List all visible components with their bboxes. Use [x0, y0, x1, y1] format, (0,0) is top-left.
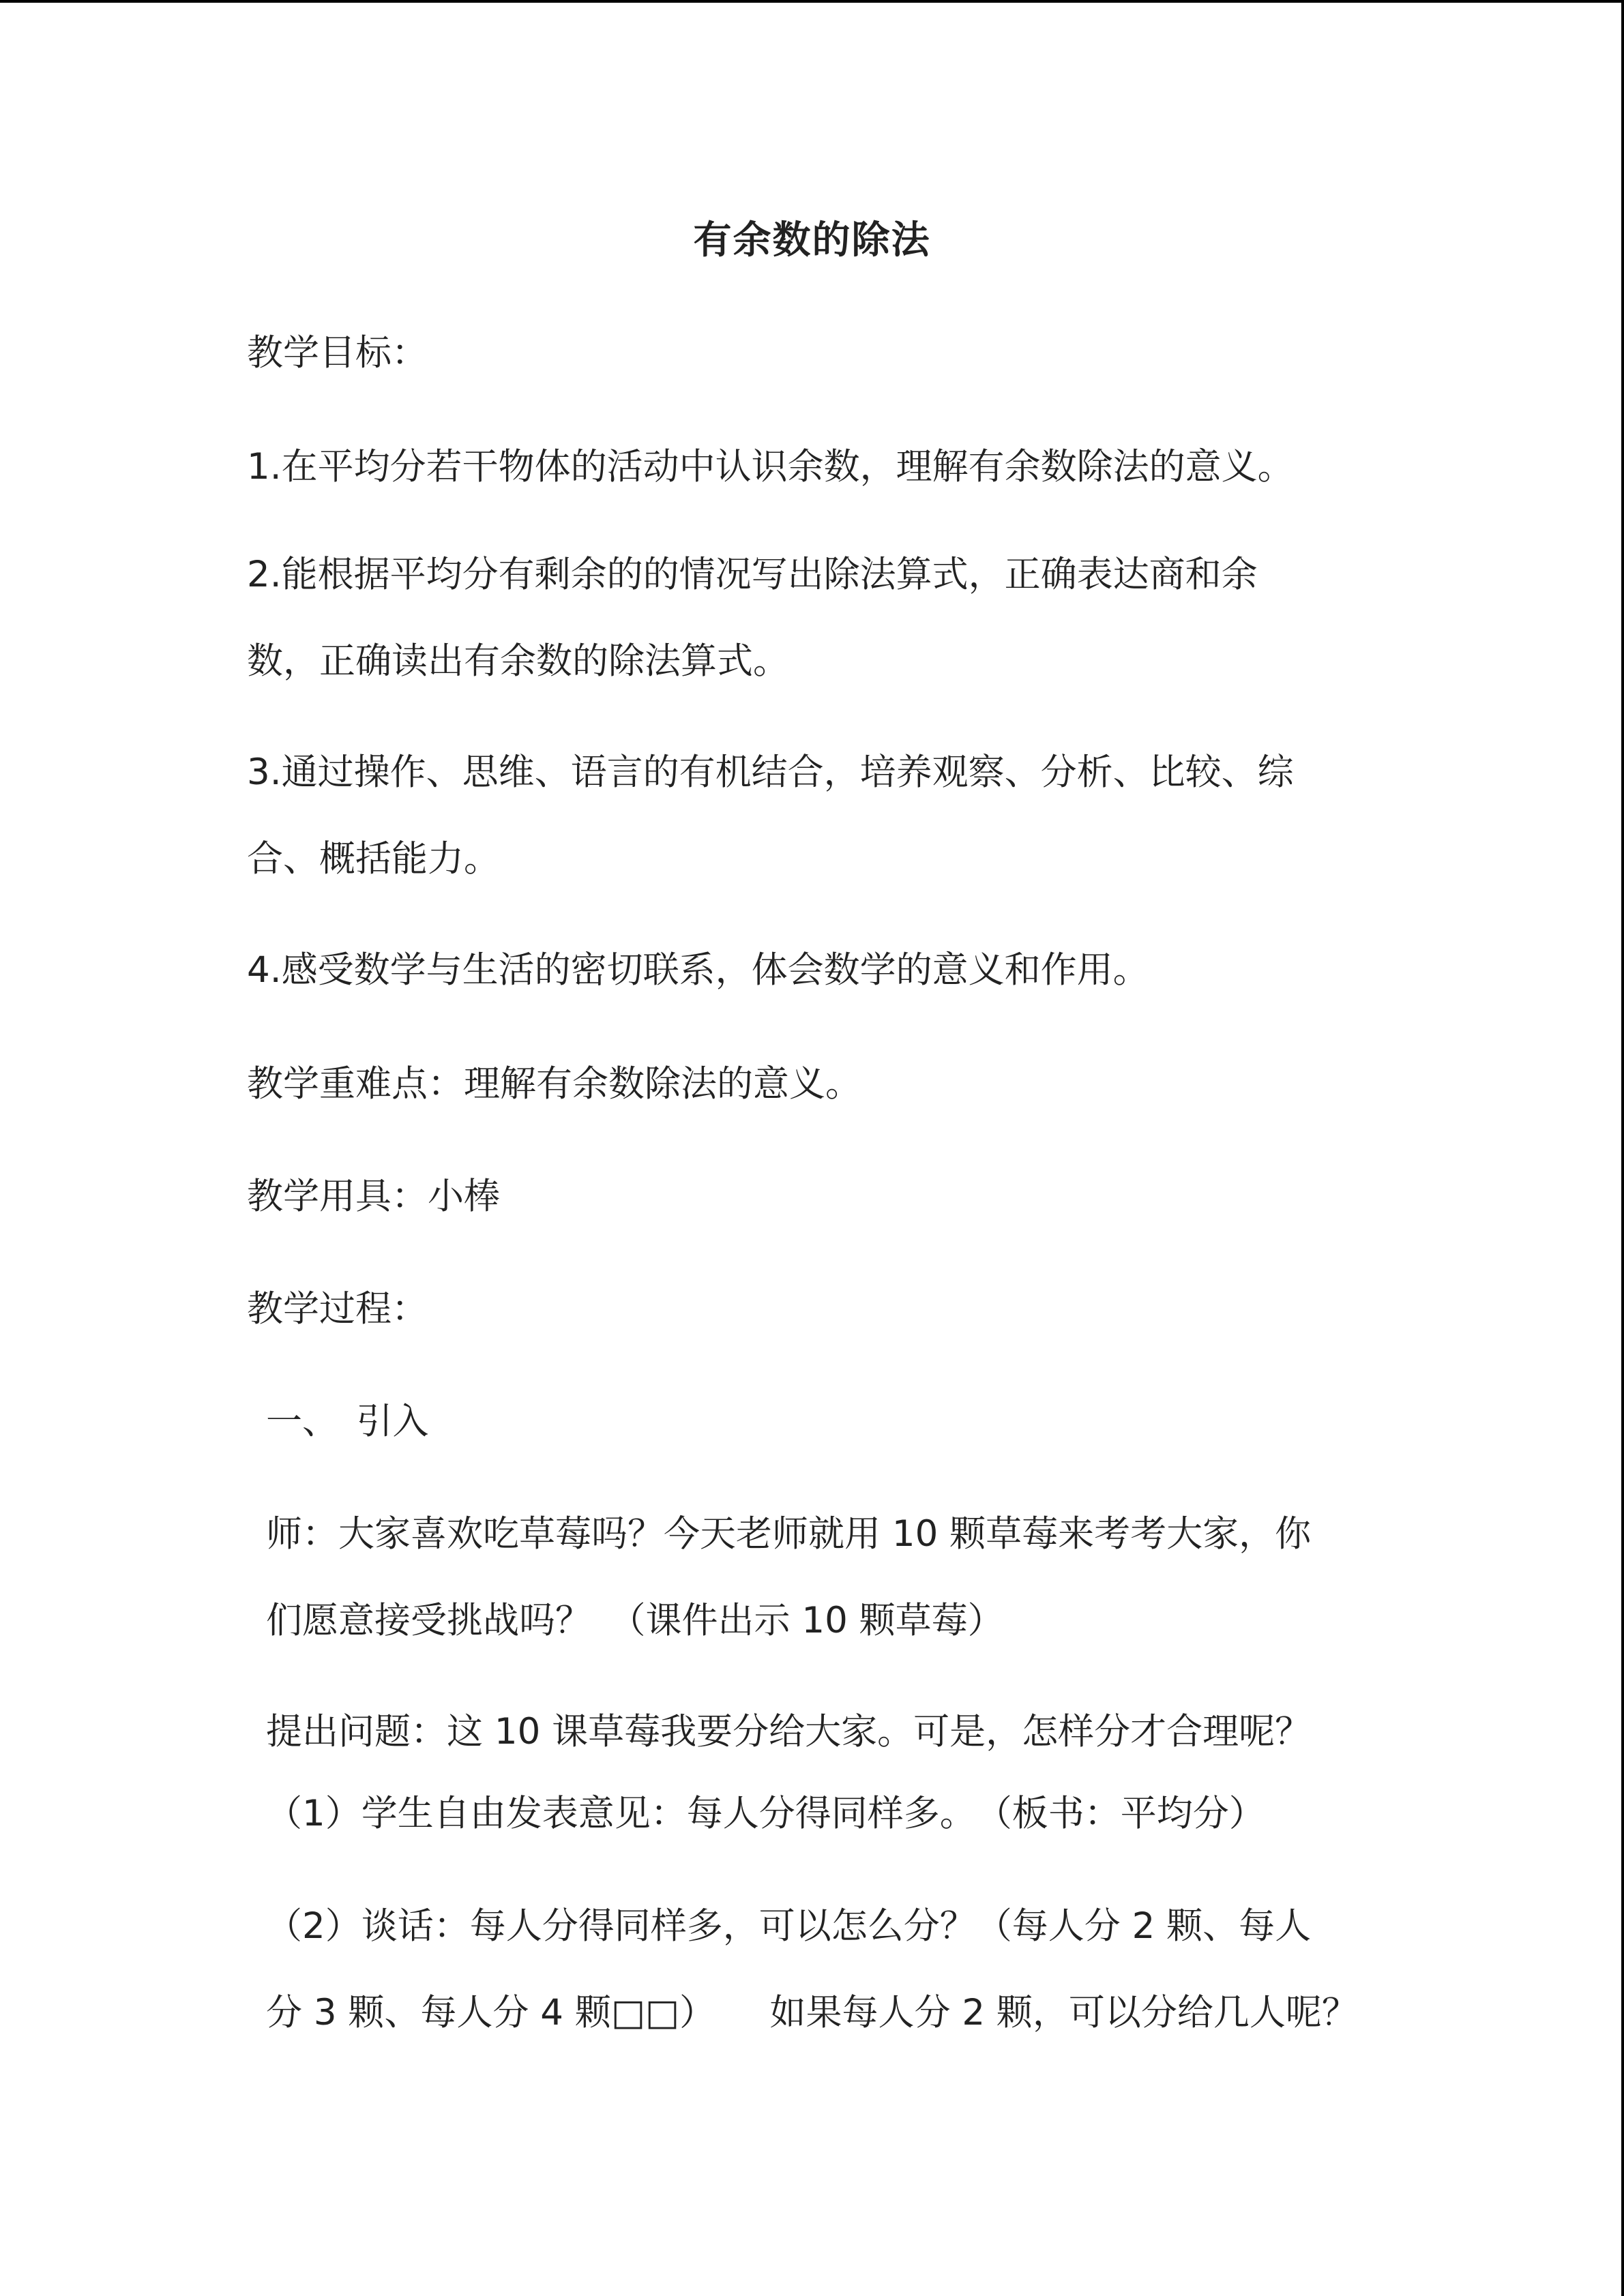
- page-border-top: [0, 0, 1624, 3]
- discussion-line-1: （2）谈话：每人分得同样多，可以怎么分？（每人分 2 颗、每人: [266, 1905, 1312, 1947]
- objective-2-line-2: 数，正确读出有余数的除法算式。: [247, 640, 789, 682]
- teacher-line-1: 师：大家喜欢吃草莓吗？今天老师就用 10 颗草莓来考考大家，你: [266, 1513, 1312, 1555]
- section-heading-process: 教学过程：: [247, 1288, 428, 1330]
- section-heading-objectives: 教学目标：: [247, 332, 428, 374]
- question-line: 提出问题：这 10 课草莓我要分给大家。可是，怎样分才合理呢？: [266, 1711, 1312, 1753]
- objective-1: 1.在平均分若干物体的活动中认识余数，理解有余数除法的意义。: [247, 446, 1294, 488]
- objective-3-line-2: 合、概括能力。: [247, 838, 500, 880]
- objective-2-line-1: 2.能根据平均分有剩余的的情况写出除法算式，正确表达商和余: [247, 554, 1258, 595]
- document-title: 有余数的除法: [693, 218, 931, 263]
- page-border-right: [1621, 0, 1624, 2296]
- key-difficulty: 教学重难点：理解有余数除法的意义。: [247, 1063, 861, 1105]
- objective-3-line-1: 3.通过操作、思维、语言的有机结合，培养观察、分析、比较、综: [247, 751, 1294, 793]
- discussion-line-2: 分 3 颗、每人分 4 颗□□） 如果每人分 2 颗，可以分给几人呢？: [266, 1992, 1358, 2033]
- objective-4: 4.感受数学与生活的密切联系，体会数学的意义和作用。: [247, 949, 1149, 991]
- teacher-line-2: 们愿意接受挑战吗？ （课件出示 10 颗草莓）: [266, 1600, 1004, 1641]
- teaching-tools: 教学用具：小棒: [247, 1176, 500, 1217]
- step-1-heading: 一、 引入: [266, 1401, 429, 1442]
- student-response-1: （1）学生自由发表意见：每人分得同样多。 （板书：平均分）: [266, 1793, 1265, 1834]
